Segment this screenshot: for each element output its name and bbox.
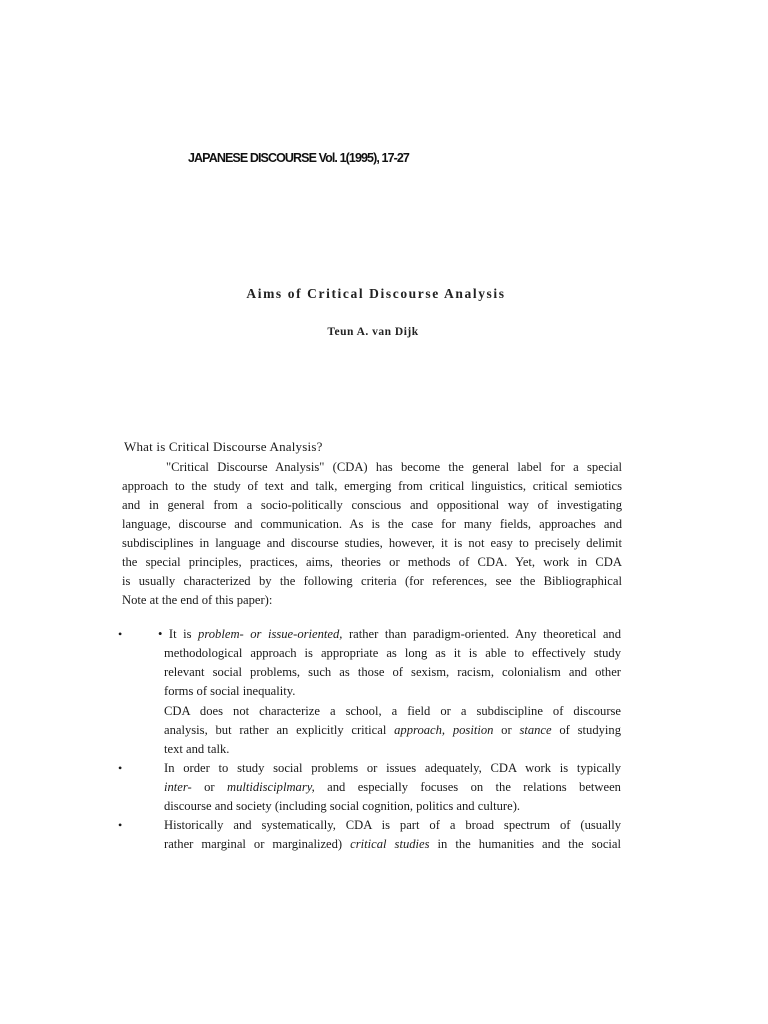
bullet-1-line: forms of social inequality.	[164, 684, 296, 698]
bullet-2-line: In order to study social problems or issues adequately, CDA work is typically	[164, 761, 621, 775]
bullet-marker: •	[118, 818, 123, 832]
bullet-1-line: text and talk.	[164, 742, 230, 756]
bullet-3-line: rather marginal or marginalized) critical studies in the humanities and the social	[164, 837, 622, 851]
bullet-1-line: analysis, but rather an explicitly critical approach, position or stance of studying	[164, 723, 622, 737]
paragraph-line: the special principles, practices, aims, theories or methods of CDA. Yet, work in CDA	[122, 555, 622, 569]
intro-paragraph	[122, 458, 622, 610]
bullet-2-line: inter- or multidisciplmary, and especially focuses on the relations between	[164, 780, 621, 794]
paragraph-line: subdisciplines in language and discourse studies, however, it is not easy to precisely delimit	[122, 536, 622, 550]
paragraph-line: and in general from a socio-politically conscious and oppositional way of investigating	[122, 498, 622, 512]
paragraph-line: "Critical Discourse Analysis" (CDA) has become the general label for a special	[166, 460, 622, 474]
bullet-marker: •	[118, 761, 123, 775]
paragraph-line: is usually characterized by the following criteria (for references, see the Bibliographical	[122, 574, 622, 588]
bullet-2-line: discourse and society (including social cognition, politics and culture).	[164, 799, 521, 813]
bullet-marker: •	[118, 627, 123, 641]
paragraph-line: approach to the study of text and talk, emerging from critical linguistics, critical semiotics	[122, 479, 622, 493]
paragraph-line: language, discourse and communication. As is the case for many fields, approaches and	[122, 517, 622, 531]
section-heading: What is Critical Discourse Analysis?	[124, 439, 323, 454]
bullet-1-line: CDA does not characterize a school, a field or a subdiscipline of discourse	[164, 704, 621, 718]
bullet-1-line: relevant social problems, such as those of sexism, racism, colonialism and other	[164, 665, 621, 679]
bullet-3-line: Historically and systematically, CDA is part of a broad spectrum of (usually	[164, 818, 621, 832]
article-title: Aims of Critical Discourse Analysis	[246, 286, 506, 301]
paragraph-line: Note at the end of this paper):	[122, 593, 273, 607]
bullet-1-line: methodological approach is appropriate as long as it is able to effectively study	[164, 646, 621, 660]
journal-header: JAPANESE DISCOURSE Vol. 1(1995), 17-27	[188, 151, 409, 165]
bullet-1-line: • It is problem- or issue-oriented, rather than paradigm-oriented. Any theoretical and	[158, 627, 622, 641]
author-name: Teun A. van Dijk	[327, 326, 419, 338]
